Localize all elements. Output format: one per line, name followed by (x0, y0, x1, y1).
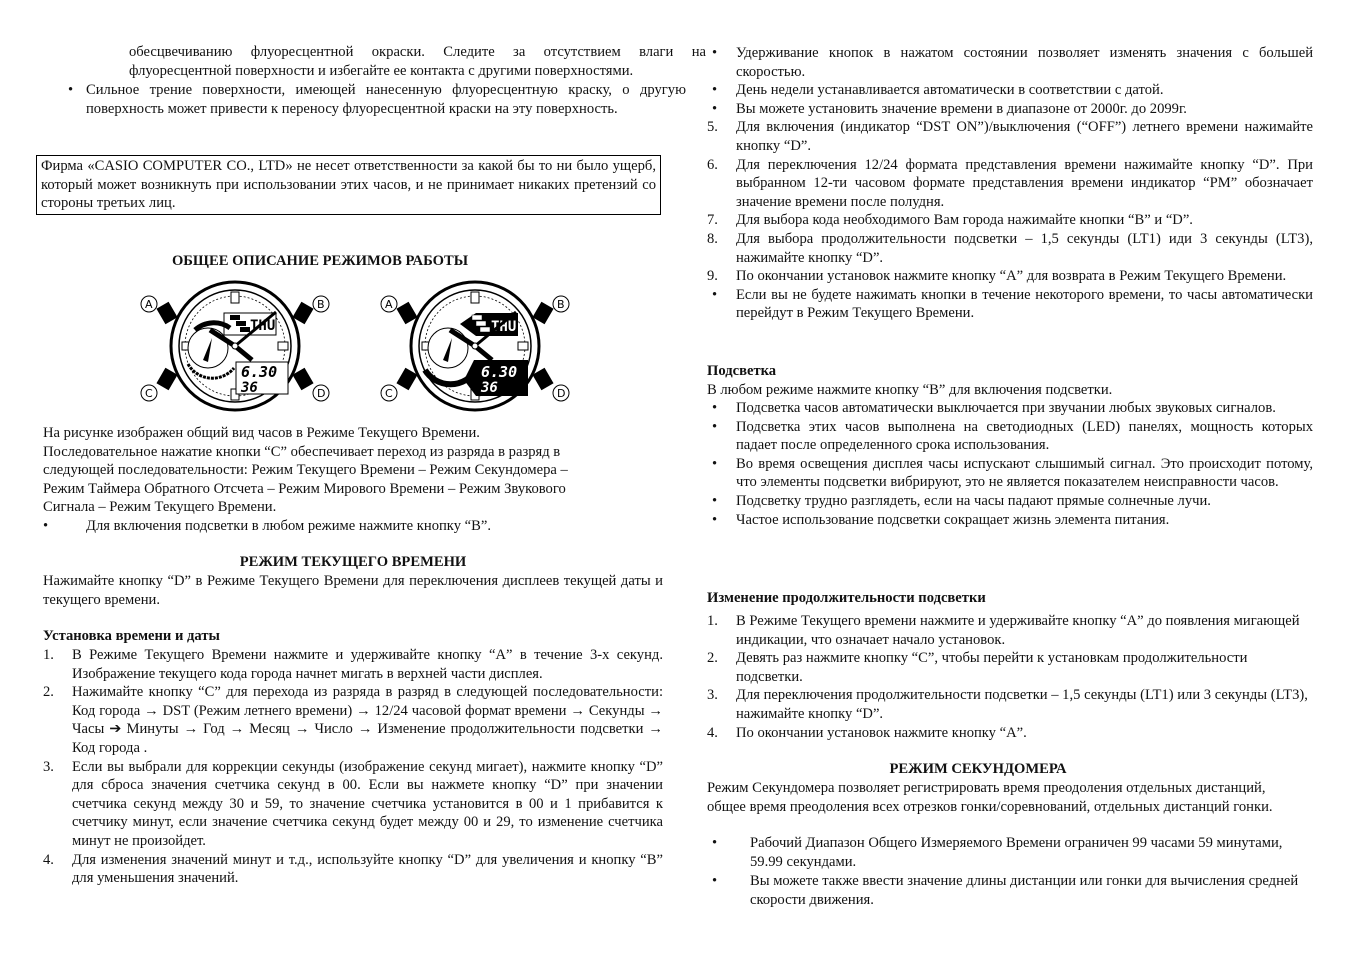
modes-text-line: Режим Таймера Обратного Отсчета – Режим Мирового Времени – Режим Звукового (43, 480, 566, 497)
light-bullet-text: Подсветка этих часов выполнена на светодиодных (LED) панелях, мощность которых падает после определенного срока использования. (736, 418, 1313, 454)
step-number: 8. (707, 230, 718, 247)
duration-step (707, 612, 1313, 649)
light-bullet-text: Подсветку трудно разглядеть, если на часы падают прямые солнечные лучи. (736, 492, 1211, 509)
duration-steps-list (707, 612, 1313, 742)
step-text: Для выбора продолжительности подсветки – 1,5 секунды (LT1) иди 3 секунды (LT3), нажимайте кнопку “D”. (736, 230, 1313, 266)
step-number: 2. (707, 650, 718, 667)
modes-text-line: На рисунке изображен общий вид часов в Режиме Текущего Времени. (43, 425, 480, 441)
intro-bullet (63, 81, 686, 118)
timekeeping-text: Нажимайте кнопку “D” в Режиме Текущего Времени для переключения дисплеев текущей даты и текущего времени. (43, 573, 663, 608)
watch-illustration-normal (140, 278, 330, 414)
step-number: 9. (707, 268, 718, 285)
bullet-marker: • (712, 835, 718, 851)
light-text: В любом режиме нажмите кнопку “B” для включения подсветки. (707, 382, 1113, 398)
step-number: 7. (707, 212, 718, 229)
stopwatch-text: Режим Секундомера позволяет регистрировать время преодоления отдельных дистанций, общее время преодоления всех отрезков гонки/соревнований, отдельных дистанций гонки. (707, 780, 1273, 815)
modes-bullet-text: Для включения подсветки в любом режиме нажмите кнопку “B”. (86, 518, 491, 534)
setting-step (43, 758, 663, 851)
setting-steps-list (43, 646, 663, 888)
step-text: В Режиме Текущего Времени нажмите и удерживайте кнопку “A” в течение 3-х секунд. Изображение текущего кода города начнет мигать в верхней части дисплея. (72, 647, 663, 682)
light-bullet-text: Частое использование подсветки сокращает жизнь элемента питания. (736, 511, 1170, 528)
stopwatch-bullet-text: Рабочий Диапазон Общего Измеряемого Времени ограничен 99 часами 59 минутами, 59.99 секундами. (750, 835, 1283, 870)
watch-illustration-inverted (380, 278, 570, 414)
watch-figures (140, 278, 620, 418)
setting-step (707, 118, 1313, 155)
svg-text:D: D (557, 387, 566, 400)
intro-bullet-text: Сильное трение поверхности, имеющей нанесенную флуоресцентную краску, о другую поверхность может привести к переносу флуоресцентной краски на эту поверхность. (86, 82, 686, 117)
light-bullet (707, 511, 1313, 530)
svg-text:A: A (385, 298, 393, 311)
setting-step (43, 646, 663, 683)
stopwatch-bullets-list (707, 834, 1313, 909)
bullet-marker: • (43, 518, 49, 534)
modes-text-line: Последовательное нажатие кнопки “C” обеспечивает переход из разряда в разряд в (43, 443, 561, 460)
bullet-marker: • (712, 455, 718, 472)
bullet-marker: • (712, 418, 718, 435)
step-text: Для включения (индикатор “DST ON”)/выключения (“OFF”) летнего времени нажимайте кнопку “D”. (736, 119, 1313, 154)
step-text: Если вы выбрали для коррекции секунды (изображение секунд мигает), нажмите кнопку “D” для сброса значения счетчика секунд в 00. Если вы нажмете кнопку “D” при значении счетчика секунд между 30 и 59, то значение счетчика установится в 00 и 1 прибавится к счетчику минут, если значение счетчика секунд будет между 00 и 29, то изменение счетчика минут не произойдет. (72, 758, 663, 849)
setting-step (43, 683, 663, 757)
setting-heading: Установка времени и даты (43, 628, 220, 644)
modes-description (43, 424, 683, 517)
svg-text:B: B (557, 298, 565, 311)
setting-step (707, 267, 1313, 286)
light-bullet (707, 399, 1313, 418)
bullet-marker: • (712, 400, 718, 416)
step-number: 1. (43, 647, 54, 663)
bullet-marker: • (712, 511, 718, 528)
stopwatch-heading: РЕЖИМ СЕКУНДОМЕРА (889, 761, 1067, 777)
setting-bullet (707, 286, 1313, 323)
setting-step (707, 230, 1313, 267)
svg-text:THU: THU (250, 318, 276, 334)
svg-text:6.30: 6.30 (481, 363, 518, 381)
setting-bullet-text: Вы можете установить значение времени в диапазоне от 2000г. до 2099г. (736, 100, 1187, 117)
svg-text:6.30: 6.30 (241, 363, 278, 381)
svg-text:36: 36 (241, 380, 258, 396)
light-bullet-text: Подсветка часов автоматически выключается при звучании любых звуковых сигналов. (736, 400, 1276, 416)
intro-continuation: обесцвечиванию флуоресцентной окраски. Следите за отсутствием влаги на флуоресцентной поверхности и избегайте ее контакта с другими поверхностями. (129, 44, 706, 79)
svg-text:C: C (385, 387, 393, 400)
bullet-marker: • (712, 45, 718, 61)
setting-step (707, 156, 1313, 212)
step-number: 5. (707, 119, 718, 136)
step-number: 2. (43, 684, 54, 701)
bullet-marker: • (712, 873, 718, 890)
light-bullet-text: Во время освещения дисплея часы испускают слышимый сигнал. Это происходит потому, что элементы подсветки вибрируют, это не является показателем неисправности часов. (736, 455, 1313, 491)
step-text: Для изменения значений минут и т.д., используйте кнопку “D” для увеличения и кнопку “B” для уменьшения значений. (72, 851, 663, 887)
setting-bullet-text: Удерживание кнопок в нажатом состоянии позволяет изменять значения с большей скоростью. (736, 45, 1313, 80)
light-bullet (707, 492, 1313, 511)
bullet-marker: • (712, 492, 718, 509)
step-number: 3. (43, 758, 54, 775)
bullet-marker: • (712, 286, 718, 303)
bullet-marker: • (712, 82, 718, 99)
duration-step (707, 724, 1313, 743)
step-text: По окончании установок нажмите кнопку “A” для возврата в Режим Текущего Времени. (736, 268, 1287, 285)
setting-bullet (707, 81, 1313, 100)
svg-text:D: D (317, 387, 326, 400)
step-number: 6. (707, 156, 718, 173)
stopwatch-bullet (707, 872, 1313, 909)
svg-text:B: B (317, 298, 325, 311)
duration-step (707, 686, 1313, 723)
bullet-marker: • (712, 100, 718, 117)
step-text: Девять раз нажмите кнопку “C”, чтобы перейти к установкам продолжительности подсветки. (736, 650, 1248, 685)
step-text: Для переключения продолжительности подсветки – 1,5 секунды (LT1) или 3 секунды (LT3), нажимайте кнопку “D”. (736, 687, 1308, 722)
step-text: В Режиме Текущего времени нажмите и удерживайте кнопку “A” до появления мигающей индикации, что означает начало установок. (736, 613, 1300, 648)
setting-step (43, 851, 663, 888)
light-bullet (707, 418, 1313, 455)
svg-text:C: C (145, 387, 153, 400)
step-text: Для выбора кода необходимого Вам города нажимайте кнопки “B” и “D”. (736, 212, 1193, 229)
step-number: 1. (707, 613, 718, 629)
setting-continued-list (707, 44, 1313, 323)
modes-bullet (43, 517, 706, 536)
light-heading: Подсветка (707, 363, 777, 379)
setting-bullet-text: Если вы не будете нажимать кнопки в течение некоторого времени, то часы автоматически перейдут в Режим Текущего Времени. (736, 286, 1313, 322)
modes-heading: ОБЩЕЕ ОПИСАНИЕ РЕЖИМОВ РАБОТЫ (171, 253, 469, 269)
duration-heading: Изменение продолжительности подсветки (707, 590, 986, 606)
step-text: Для переключения 12/24 формата представления времени нажимайте кнопку “D”. При выбранном 12-ти часовом формате представления времени индикатор “PM” обозначает значение времени после полудня. (736, 156, 1313, 210)
setting-step (707, 211, 1313, 230)
light-bullets-list (707, 399, 1313, 529)
svg-text:THU: THU (491, 319, 517, 335)
step-number: 4. (707, 724, 718, 741)
setting-bullet-text: День недели устанавливается автоматически в соответствии с датой. (736, 82, 1164, 99)
step-number: 4. (43, 851, 54, 868)
light-bullet (707, 455, 1313, 492)
timekeeping-heading: РЕЖИМ ТЕКУЩЕГО ВРЕМЕНИ (239, 554, 467, 570)
modes-text-line: Сигнала – Режим Текущего Времени. (43, 499, 277, 516)
bullet-marker: • (68, 82, 74, 98)
duration-step (707, 649, 1313, 686)
modes-text-line: следующей последовательности: Режим Текущего Времени – Режим Секундомера – (43, 462, 568, 479)
step-text: По окончании установок нажмите кнопку “A”. (736, 724, 1027, 741)
disclaimer-box (36, 155, 661, 215)
step-number: 3. (707, 687, 718, 704)
setting-bullet (707, 44, 1313, 81)
stopwatch-bullet (707, 834, 1313, 871)
setting-bullet (707, 100, 1313, 119)
step-text: Нажимайте кнопку “C” для перехода из разряда в разряд в следующей последовательности: Код города → DST (Режим летнего времени) → 12/24 часовой формат времени → Секунды → Часы ➔ Минуты → Год → Месяц → Число → Изменение продолжительности подсветки → Код города . (72, 684, 663, 756)
stopwatch-bullet-text: Вы можете также ввести значение длины дистанции или гонки для вычисления средней скорости движения. (750, 873, 1299, 908)
svg-text:A: A (145, 298, 153, 311)
disclaimer-text: Фирма «CASIO COMPUTER CO., LTD» не несет ответственности за какой бы то ни было ущерб, который может возникнуть при использовании этих часов, и не принимает никаких претензий со стороны третьих лиц. (41, 158, 656, 212)
svg-text:36: 36 (481, 380, 498, 396)
